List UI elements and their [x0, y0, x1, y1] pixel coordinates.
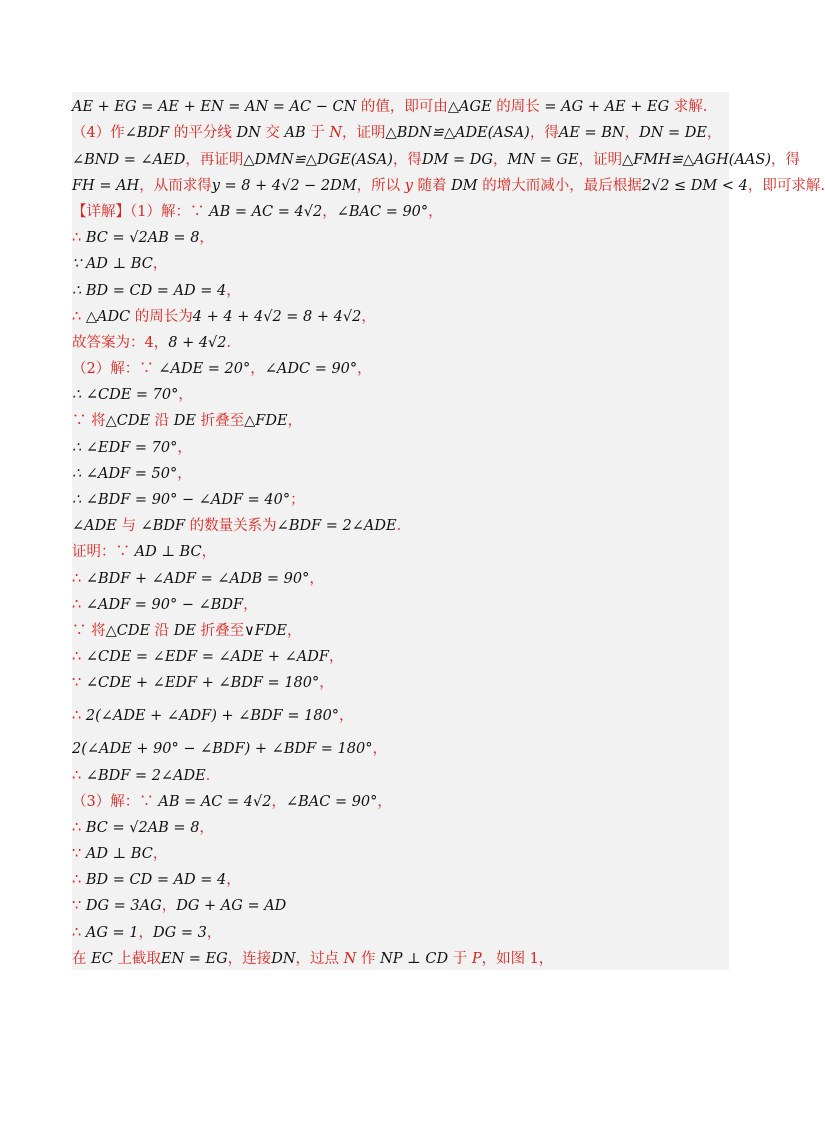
text-line [72, 668, 729, 694]
text-segment: 交 [260, 125, 285, 142]
text-segment: ，从而求得 [139, 177, 212, 194]
text-segment: （4）作 [72, 125, 125, 142]
math-expression: ∠BDF [124, 125, 170, 142]
math-expression: ∠BDF = 2∠ADE [276, 518, 397, 535]
text-segment: ， [271, 793, 286, 810]
text-segment: 作 [356, 950, 381, 967]
text-segment: ， [339, 708, 354, 725]
text-line [72, 642, 729, 668]
text-segment: ，连接 [227, 950, 272, 967]
math-expression: ∵ AD ⊥ BC [72, 256, 153, 273]
text-segment: ，过点 [295, 950, 344, 967]
text-segment: 随着 [412, 177, 452, 194]
math-expression: NP ⊥ CD [380, 950, 449, 967]
math-expression: ∨FDE [244, 622, 288, 639]
text-line [72, 249, 729, 275]
math-expression: FH = AH [72, 177, 140, 194]
math-expression: MN = GE [507, 151, 579, 168]
text-segment: ，得 [770, 151, 800, 168]
text-line [72, 944, 729, 970]
text-line [72, 485, 729, 511]
text-segment: ， [152, 256, 168, 273]
text-line [72, 537, 729, 563]
math-expression: AD ⊥ BC [85, 846, 153, 863]
text-segment: 于 [305, 125, 330, 142]
text-segment: ， [428, 203, 443, 220]
math-expression: ∠CDE + ∠EDF + ∠BDF = 180° [85, 675, 320, 692]
text-segment: ， [493, 151, 508, 168]
text-segment: ． [205, 767, 221, 784]
text-line [72, 223, 729, 249]
text-line [72, 302, 729, 328]
math-expression: BC = √2AB = 8 [85, 819, 200, 836]
text-segment: 【详解】（1）解：∵ [72, 203, 210, 220]
text-segment: ∵ [72, 898, 86, 915]
math-expression: △AGE [447, 99, 492, 116]
text-segment: ， [199, 230, 214, 247]
text-segment: ，再证明 [185, 151, 244, 168]
text-segment: ∴ [72, 596, 86, 613]
text-segment: ， [322, 203, 337, 220]
text-segment: ，即可求解. [747, 177, 825, 194]
math-expression: ∠ADF = 90° − ∠BDF [85, 596, 244, 613]
text-segment: （3）解：∵ [72, 793, 159, 810]
text-line [72, 459, 729, 485]
math-expression: △BDN≌△ADE(ASA) [385, 125, 530, 142]
text-segment: ， [377, 793, 392, 810]
text-segment: ，证明 [342, 125, 386, 142]
math-expression: AE + EG = AE + EN = AN = AC − CN [72, 99, 357, 116]
text-line [72, 197, 729, 223]
text-line [72, 171, 825, 197]
text-segment: ， [287, 622, 302, 639]
text-segment: ∴ [72, 819, 86, 836]
text-segment: 故答案为：4， [72, 334, 169, 351]
text-line [72, 839, 729, 865]
math-expression: 4 + 4 + 4√2 = 8 + 4√2 [192, 308, 362, 325]
math-expression: DN = DE [639, 125, 708, 142]
math-expression: △FDE [244, 413, 288, 430]
math-expression: P [471, 950, 482, 967]
math-expression: ∴ ∠ADF = 50° [72, 465, 178, 482]
text-line [72, 354, 729, 380]
text-segment: ， [138, 924, 153, 941]
math-expression: ∠BAC = 90° [336, 203, 429, 220]
text-segment: ． [226, 334, 242, 351]
math-expression: ∴ ∠BDF = 90° − ∠ADF = 40° [72, 492, 291, 508]
text-segment: ， [372, 741, 387, 758]
text-line [72, 694, 729, 727]
text-segment: ∵ 将 [72, 413, 106, 430]
math-expression: BC = √2AB = 8 [85, 230, 200, 247]
math-expression: AB = AC = 4√2 [158, 793, 272, 810]
text-segment: ∵ [72, 846, 86, 863]
text-line [72, 511, 729, 537]
text-segment: ， [161, 898, 177, 915]
solution-text-block [72, 92, 825, 970]
math-expression: DG = 3 [153, 924, 207, 941]
math-expression: AE = BN [558, 125, 625, 142]
text-segment: 的增大而减小，最后根据 [477, 177, 642, 194]
text-line [72, 590, 729, 616]
text-segment: ， [201, 544, 217, 561]
text-segment: ∴ [72, 872, 86, 889]
text-segment: 的值，即可由 [356, 99, 448, 116]
math-expression: ∠ADE [72, 518, 117, 535]
text-line [72, 328, 729, 354]
text-line [72, 787, 729, 813]
text-segment: 证明：∵ [72, 544, 135, 561]
math-expression: ∠BAC = 90° [285, 793, 378, 810]
math-expression: AD ⊥ BC [134, 544, 202, 561]
text-segment: 求解. [669, 99, 708, 116]
math-expression: DE [173, 413, 197, 430]
text-line [72, 760, 729, 786]
text-segment: ； [290, 492, 305, 508]
text-line [72, 118, 729, 144]
text-segment: 的周长为 [130, 308, 193, 325]
text-segment: ∴ [72, 767, 86, 784]
text-segment: ， [357, 361, 372, 378]
text-line [72, 917, 729, 943]
math-expression: DN [271, 950, 296, 967]
math-expression: EN = EG [160, 950, 228, 967]
text-segment: 在 [72, 950, 92, 967]
text-line [72, 92, 729, 118]
math-expression: DE [173, 622, 197, 639]
math-expression: ∠ADC = 90° [264, 361, 358, 378]
text-line [72, 432, 729, 458]
text-segment: 与 [116, 518, 141, 535]
text-segment: ∴ [72, 924, 86, 941]
math-expression: △DMN≌△DGE(ASA) [243, 151, 393, 168]
text-segment: ， [624, 125, 640, 142]
text-segment: ， [707, 125, 722, 142]
text-line [72, 563, 729, 589]
math-expression: AG = 1 [85, 924, 139, 941]
text-segment: 沿 [150, 413, 174, 430]
math-expression: DG = 3AG [85, 898, 162, 915]
math-expression: ∠ADE = 20° [158, 361, 251, 378]
math-expression: DM = DG [421, 151, 493, 168]
text-segment: ∵ 将 [72, 622, 106, 639]
math-expression: ∴ BD = CD = AD = 4 [72, 282, 227, 299]
math-expression: ∠BDF + ∠ADF = ∠ADB = 90° [85, 570, 310, 587]
math-expression: ∠BDF [140, 518, 186, 535]
math-expression: △FMH≌△AGH(AAS) [622, 151, 771, 168]
text-segment: ， [199, 819, 214, 836]
text-segment: ， [287, 413, 303, 430]
text-segment: 的平分线 [169, 125, 237, 142]
text-segment: ，得 [529, 125, 559, 142]
math-expression: △ADC [85, 308, 131, 325]
text-line [72, 406, 729, 432]
text-line [72, 813, 729, 839]
math-expression: N [329, 125, 343, 142]
text-segment: 的数量关系为 [185, 518, 277, 535]
text-segment: 折叠至 [196, 413, 245, 430]
math-expression: ∴ ∠EDF = 70° [72, 439, 178, 456]
math-expression: y = 8 + 4√2 − 2DM [211, 177, 357, 194]
text-segment: ， [178, 387, 193, 404]
math-expression: N [343, 950, 357, 967]
math-expression: ∠BDF = 2∠ADE [85, 767, 206, 784]
text-line [72, 891, 729, 917]
text-segment: ，得 [392, 151, 422, 168]
text-segment: ， [226, 872, 241, 889]
math-expression: = AG + AE + EG [539, 99, 670, 116]
math-expression: 2(∠ADE + 90° − ∠BDF) + ∠BDF = 180° [72, 741, 373, 758]
text-segment: （2）解：∵ [72, 361, 159, 378]
math-expression: DM [451, 177, 478, 194]
text-segment: ， [177, 465, 192, 482]
math-expression: DG + AG = AD [176, 898, 287, 915]
math-expression: ∴ ∠CDE = 70° [72, 387, 179, 404]
math-expression: BD = CD = AD = 4 [85, 872, 227, 889]
text-line [72, 727, 729, 760]
text-segment: ∴ [72, 230, 86, 247]
text-segment: ∴ [72, 308, 86, 325]
text-line [72, 380, 729, 406]
math-expression: △CDE [105, 622, 151, 639]
text-segment: 于 [448, 950, 472, 967]
text-segment: ， [250, 361, 265, 378]
text-segment: ∴ [72, 570, 86, 587]
text-segment: ∴ [72, 708, 86, 725]
text-segment: 上截取 [112, 950, 161, 967]
text-segment: 的周长 [491, 99, 540, 116]
math-expression: y [404, 177, 413, 194]
text-segment: ， [309, 570, 324, 587]
text-segment: ∴ [72, 649, 86, 666]
text-line [72, 275, 729, 301]
math-expression: 2√2 ≤ DM < 4 [641, 177, 748, 194]
text-line [72, 616, 729, 642]
text-segment: ，证明 [578, 151, 623, 168]
text-segment: ， [206, 924, 222, 941]
text-segment: ，所以 [356, 177, 405, 194]
text-segment: ， [177, 439, 192, 456]
text-segment: ， [361, 308, 376, 325]
math-expression: AB = AC = 4√2 [209, 203, 323, 220]
math-expression: 8 + 4√2 [168, 334, 227, 351]
text-segment: ， [328, 649, 344, 666]
math-expression: △CDE [105, 413, 151, 430]
math-expression: AB [284, 125, 306, 142]
math-expression: EC [91, 950, 113, 967]
text-segment: ， [152, 846, 168, 863]
math-expression: 2(∠ADE + ∠ADF) + ∠BDF = 180° [85, 708, 340, 725]
math-expression: ∠CDE = ∠EDF = ∠ADE + ∠ADF [85, 649, 329, 666]
text-segment: 折叠至 [196, 622, 245, 639]
text-segment: ． [396, 518, 412, 535]
math-expression: DN [236, 125, 261, 142]
text-segment: 沿 [150, 622, 174, 639]
text-segment: ， [226, 282, 241, 299]
text-segment: ，如图 1， [481, 950, 554, 967]
text-line [72, 144, 800, 170]
text-segment: ， [243, 596, 258, 613]
math-expression: ∠BND = ∠AED [72, 151, 186, 168]
text-segment: ， [319, 675, 334, 692]
text-segment: ∵ [72, 675, 86, 692]
text-line [72, 865, 729, 891]
